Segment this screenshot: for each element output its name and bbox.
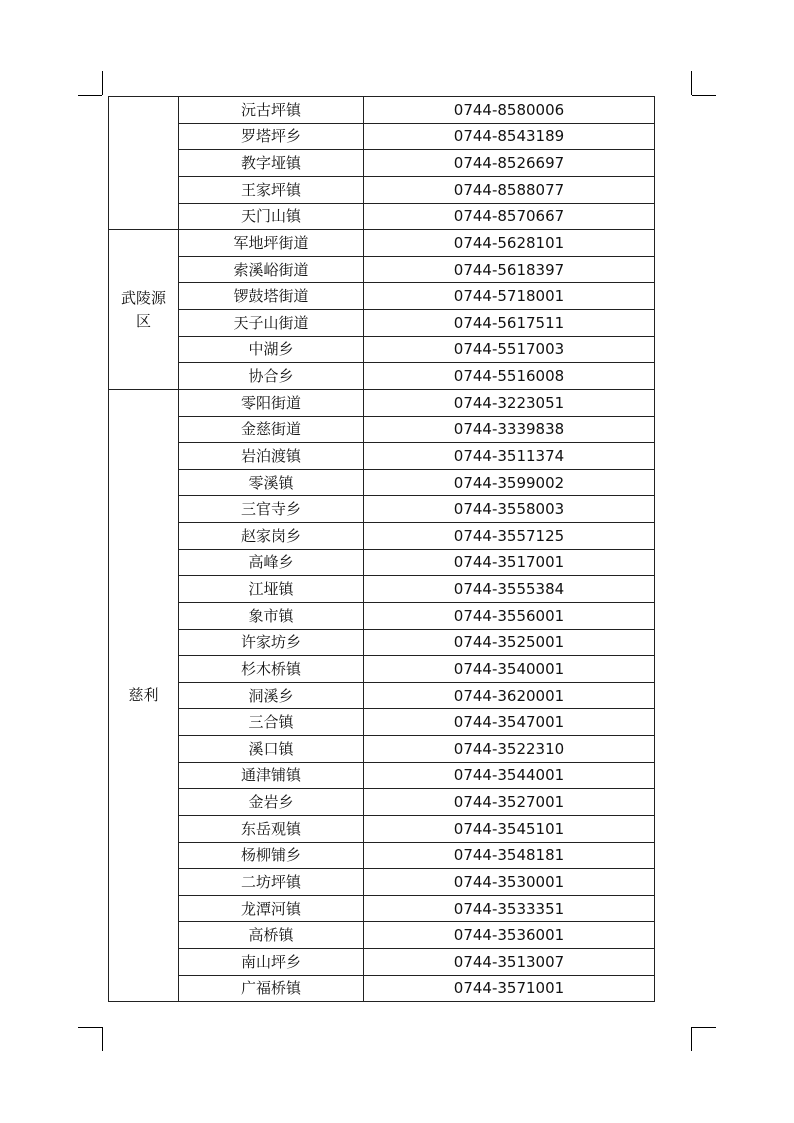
crop-mark-bottom-left-h <box>78 1027 102 1028</box>
crop-mark-bottom-right-v <box>691 1027 692 1051</box>
table-row <box>109 922 655 949</box>
table-row <box>109 496 655 523</box>
table-row <box>109 389 655 416</box>
town-cell: 通津铺镇 <box>179 762 364 789</box>
town-cell: 高桥镇 <box>179 922 364 949</box>
table-row <box>109 443 655 470</box>
town-cell: 沅古坪镇 <box>179 97 364 124</box>
town-cell: 协合乡 <box>179 363 364 390</box>
table-row <box>109 762 655 789</box>
region-cell: 武陵源区 <box>109 230 179 390</box>
table-row <box>109 469 655 496</box>
table-row <box>109 815 655 842</box>
town-cell: 索溪峪街道 <box>179 256 364 283</box>
table-row <box>109 256 655 283</box>
town-cell: 江垭镇 <box>179 576 364 603</box>
phone-cell: 0744-3517001 <box>364 549 655 576</box>
table-row <box>109 310 655 337</box>
table-row <box>109 176 655 203</box>
table-row <box>109 789 655 816</box>
town-cell: 龙潭河镇 <box>179 895 364 922</box>
table-row <box>109 842 655 869</box>
crop-mark-top-left-h <box>78 95 102 96</box>
phone-cell: 0744-3530001 <box>364 869 655 896</box>
town-cell: 中湖乡 <box>179 336 364 363</box>
phone-cell: 0744-3223051 <box>364 389 655 416</box>
phone-cell: 0744-3522310 <box>364 736 655 763</box>
phone-cell: 0744-5617511 <box>364 310 655 337</box>
table-row <box>109 736 655 763</box>
phone-cell: 0744-3536001 <box>364 922 655 949</box>
phone-cell: 0744-5718001 <box>364 283 655 310</box>
table-row <box>109 949 655 976</box>
crop-mark-bottom-right-h <box>692 1027 716 1028</box>
town-cell: 广福桥镇 <box>179 975 364 1002</box>
town-cell: 东岳观镇 <box>179 815 364 842</box>
phone-cell: 0744-8570667 <box>364 203 655 230</box>
town-cell: 洞溪乡 <box>179 682 364 709</box>
table-row <box>109 629 655 656</box>
town-cell: 许家坊乡 <box>179 629 364 656</box>
region-cell: 慈利 <box>109 389 179 1001</box>
phone-cell: 0744-8526697 <box>364 150 655 177</box>
table-row <box>109 549 655 576</box>
phone-cell: 0744-5517003 <box>364 336 655 363</box>
town-cell: 三官寺乡 <box>179 496 364 523</box>
phone-cell: 0744-5516008 <box>364 363 655 390</box>
phone-cell: 0744-3527001 <box>364 789 655 816</box>
phone-cell: 0744-3547001 <box>364 709 655 736</box>
table-row <box>109 97 655 124</box>
table-row <box>109 150 655 177</box>
town-cell: 杉木桥镇 <box>179 656 364 683</box>
table-row <box>109 363 655 390</box>
town-cell: 三合镇 <box>179 709 364 736</box>
town-cell: 高峰乡 <box>179 549 364 576</box>
town-cell: 象市镇 <box>179 602 364 629</box>
town-cell: 天子山街道 <box>179 310 364 337</box>
crop-mark-bottom-left-v <box>102 1027 103 1051</box>
phone-cell: 0744-8543189 <box>364 123 655 150</box>
phone-cell: 0744-3511374 <box>364 443 655 470</box>
phone-cell: 0744-5618397 <box>364 256 655 283</box>
crop-mark-top-right-h <box>692 95 716 96</box>
town-cell: 金岩乡 <box>179 789 364 816</box>
phone-cell: 0744-3548181 <box>364 842 655 869</box>
crop-mark-top-left-v <box>102 71 103 95</box>
town-cell: 杨柳铺乡 <box>179 842 364 869</box>
town-cell: 王家坪镇 <box>179 176 364 203</box>
phone-cell: 0744-3513007 <box>364 949 655 976</box>
table-row <box>109 975 655 1002</box>
table-row <box>109 283 655 310</box>
phone-cell: 0744-3599002 <box>364 469 655 496</box>
town-cell: 天门山镇 <box>179 203 364 230</box>
table-row <box>109 416 655 443</box>
phone-cell: 0744-3339838 <box>364 416 655 443</box>
phone-cell: 0744-3525001 <box>364 629 655 656</box>
town-cell: 溪口镇 <box>179 736 364 763</box>
phone-cell: 0744-3556001 <box>364 602 655 629</box>
phone-cell: 0744-3545101 <box>364 815 655 842</box>
town-cell: 金慈街道 <box>179 416 364 443</box>
table-row <box>109 682 655 709</box>
town-cell: 罗塔坪乡 <box>179 123 364 150</box>
town-cell: 岩泊渡镇 <box>179 443 364 470</box>
region-cell <box>109 97 179 230</box>
phone-cell: 0744-3533351 <box>364 895 655 922</box>
town-cell: 赵家岗乡 <box>179 523 364 550</box>
table-row <box>109 203 655 230</box>
town-cell: 锣鼓塔街道 <box>179 283 364 310</box>
phone-cell: 0744-3571001 <box>364 975 655 1002</box>
phone-cell: 0744-3557125 <box>364 523 655 550</box>
town-cell: 南山坪乡 <box>179 949 364 976</box>
phone-cell: 0744-5628101 <box>364 230 655 257</box>
table-row <box>109 576 655 603</box>
town-cell: 零溪镇 <box>179 469 364 496</box>
table-row <box>109 523 655 550</box>
town-cell: 军地坪街道 <box>179 230 364 257</box>
phone-cell: 0744-8580006 <box>364 97 655 124</box>
table-row <box>109 602 655 629</box>
town-cell: 教字垭镇 <box>179 150 364 177</box>
phone-cell: 0744-3544001 <box>364 762 655 789</box>
phone-cell: 0744-3555384 <box>364 576 655 603</box>
table-row <box>109 656 655 683</box>
table-row <box>109 123 655 150</box>
town-cell: 二坊坪镇 <box>179 869 364 896</box>
contact-table <box>108 96 655 1002</box>
table-row <box>109 869 655 896</box>
town-cell: 零阳街道 <box>179 389 364 416</box>
table-row <box>109 230 655 257</box>
phone-cell: 0744-3620001 <box>364 682 655 709</box>
table-row <box>109 336 655 363</box>
table-row <box>109 709 655 736</box>
phone-cell: 0744-3558003 <box>364 496 655 523</box>
contact-table-body <box>109 97 655 1002</box>
phone-cell: 0744-8588077 <box>364 176 655 203</box>
phone-cell: 0744-3540001 <box>364 656 655 683</box>
crop-mark-top-right-v <box>691 71 692 95</box>
table-row <box>109 895 655 922</box>
